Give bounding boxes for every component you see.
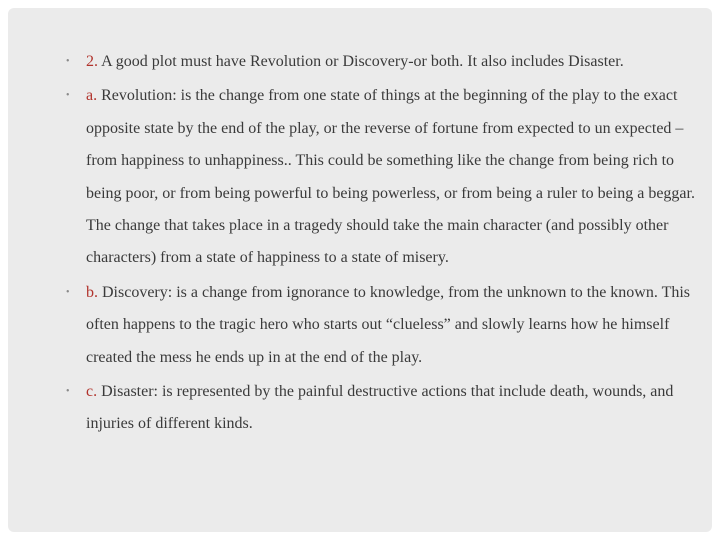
item-marker: 2. — [86, 53, 98, 70]
item-text: Discovery: is a change from ignorance to knowledge, from the unknown to the known. This often happens to the tragic hero who starts out “clueless” and slowly learns how he himself created the mess he ends up in at the end of the play. — [86, 283, 691, 366]
bullet-icon: • — [66, 286, 70, 298]
bullet-item-disaster — [66, 376, 706, 441]
item-text: Disaster: is represented by the painful destructive actions that include death, wounds, and injuries of different kinds. — [86, 383, 674, 433]
item-marker: c. — [86, 383, 98, 401]
bullet-list — [66, 46, 706, 443]
item-marker: a. — [86, 87, 98, 105]
item-text: Revolution: is the change from one state of things at the beginning of the play to the exact opposite state by the end of the play, or the reverse of fortune from expected to un expected – from happiness to unhappiness.. This could be something like the change from being rich to being poor, or from being powerful to being powerless, or from being a ruler to being a beggar. The change that takes place in a tragedy should take the main character (and possibly other characters) from a state of happiness to a state of misery. — [86, 87, 695, 267]
item-text: A good plot must have Revolution or Discovery-or both. It also includes Disaster. — [98, 53, 624, 70]
bullet-icon: • — [66, 386, 70, 398]
bullet-icon: • — [66, 90, 70, 102]
bullet-icon: • — [66, 56, 70, 67]
item-marker: b. — [86, 283, 98, 301]
bullet-item-plot — [66, 46, 706, 78]
slide — [8, 8, 712, 532]
bullet-item-revolution — [66, 80, 706, 274]
bullet-item-discovery — [66, 277, 706, 374]
